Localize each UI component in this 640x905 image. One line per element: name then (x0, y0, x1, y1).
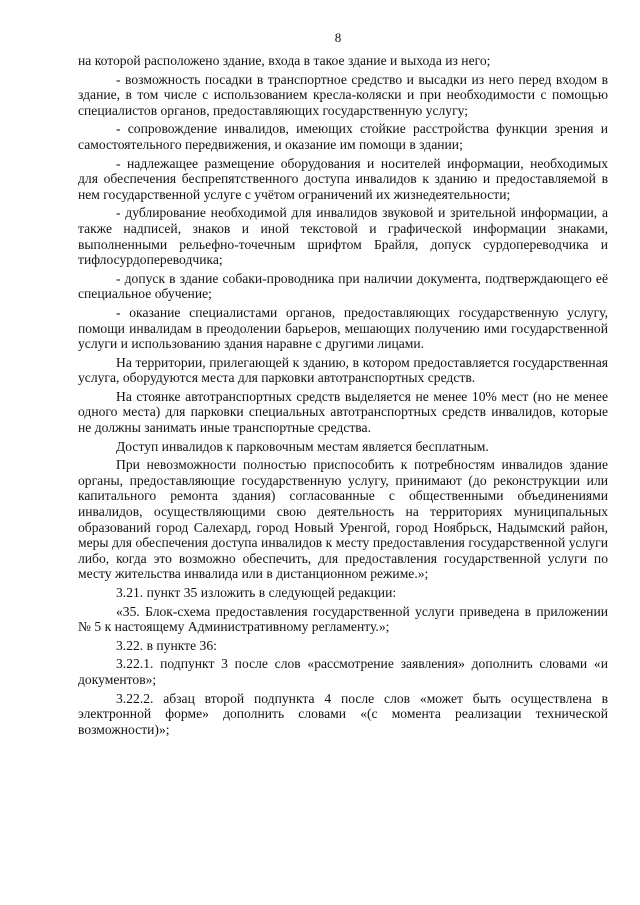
document-page (78, 30, 608, 737)
document-body (78, 53, 608, 737)
paragraph: на которой расположено здание, входа в такое здание и выхода из него; (78, 53, 491, 68)
paragraph: 3.22.2. абзац второй подпункта 4 после слов «может быть осуществлена в электронной форме» дополнить словами «(с момента реализации технической возможности)»; (78, 690, 608, 737)
paragraph: «35. Блок-схема предоставления государственной услуги приведена в приложении № 5 к настоящему Административному регламенту.»; (78, 603, 608, 635)
paragraph: При невозможности полностью приспособить к потребностям инвалидов здание органы, предоставляющие государственную услугу, принимают (до реконструкции или капитального ремонта здания) согласованные с общественными объединениями инвалидов, осуществляющими свою деятельность на территориях муниципальных образований город Салехард, город Новый Уренгой, город Ноябрьск, Надымский район, меры для обеспечения доступа инвалидов к месту предоставления государственной услуги либо, когда это возможно обеспечить, для предоставления государственной услуги по месту жительства инвалида или в дистанционном режиме.»; (78, 457, 608, 582)
paragraph: - допуск в здание собаки-проводника при наличии документа, подтверждающего её специальное обучение; (78, 270, 608, 302)
paragraph: - надлежащее размещение оборудования и носителей информации, необходимых для обеспечения беспрепятственного доступа инвалидов к зданию и предоставляемой в нем государственной услуге с учётом ограничений их жизнедеятельности; (78, 155, 608, 202)
paragraph: - оказание специалистами органов, предоставляющих государственную услугу, помощи инвалидам в преодолении барьеров, мешающих получению ими государственной услуги и использованию здания наравне с другими лицами. (78, 304, 608, 352)
paragraph: На территории, прилегающей к зданию, в котором предоставляется государственная услуга, оборудуются места для парковки автотранспортных средств. (78, 354, 608, 386)
paragraph: Доступ инвалидов к парковочным местам является бесплатным. (116, 438, 489, 454)
paragraph: - дублирование необходимой для инвалидов звуковой и зрительной информации, а также надписей, знаков и иной текстовой и графической информации знаками, выполненными рельефно-точечным шрифтом Брайля, допуск сурдопереводчика и тифлосурдопереводчика; (78, 205, 608, 268)
paragraph: - сопровождение инвалидов, имеющих стойкие расстройства функции зрения и самостоятельного передвижения, и оказание им помощи в здании; (78, 121, 608, 152)
paragraph: 3.21. пункт 35 изложить в следующей редакции: (116, 585, 397, 600)
paragraph: 3.22. в пункте 36: (116, 637, 217, 653)
paragraph: На стоянке автотранспортных средств выделяется не менее 10% мест (но не менее одного места) для парковки специальных автотранспортных средств инвалидов, которые не должны занимать иные транспортные средства. (78, 388, 608, 436)
paragraph: - возможность посадки в транспортное средство и высадки из него перед входом в здание, в том числе с использованием кресла-коляски и при необходимости с помощью специалистов органов, предоставляющих государственную услугу; (78, 71, 608, 118)
paragraph: 3.22.1. подпункт 3 после слов «рассмотрение заявления» дополнить словами «и документов»; (78, 656, 608, 687)
page-number: 8 (334, 30, 342, 45)
